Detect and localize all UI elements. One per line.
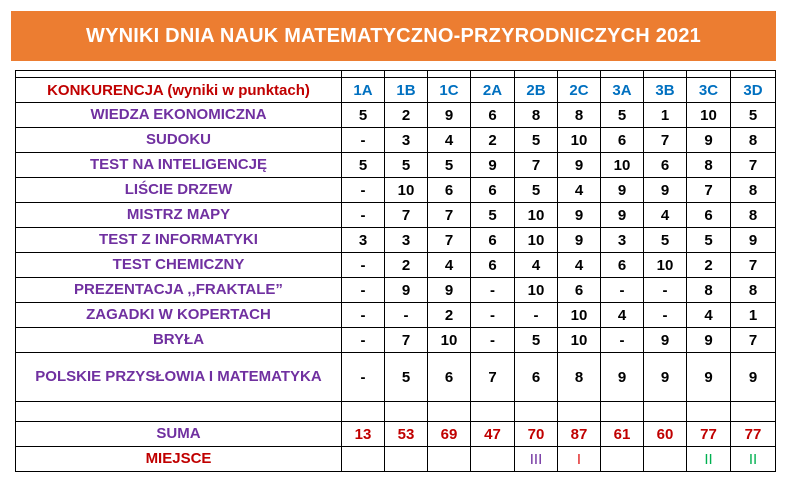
score-cell: 2 (385, 103, 428, 128)
score-cell: 6 (428, 178, 471, 203)
score-cell: 9 (644, 328, 687, 353)
place-cell (471, 447, 515, 472)
score-cell: 2 (428, 303, 471, 328)
score-cell: 8 (515, 103, 558, 128)
score-cell: 6 (515, 353, 558, 402)
sum-cell: 70 (515, 422, 558, 447)
sum-cell: 87 (558, 422, 601, 447)
table-row (16, 153, 776, 178)
score-cell: 5 (385, 153, 428, 178)
score-cell: 8 (731, 178, 776, 203)
score-cell: 4 (644, 203, 687, 228)
score-cell: - (342, 203, 385, 228)
score-cell: 6 (471, 228, 515, 253)
score-cell: 5 (601, 103, 644, 128)
score-cell: 7 (731, 253, 776, 278)
score-cell: 6 (471, 253, 515, 278)
score-cell: - (601, 328, 644, 353)
score-cell: 5 (342, 153, 385, 178)
score-cell: 7 (644, 128, 687, 153)
score-cell: - (342, 328, 385, 353)
score-cell: 8 (731, 203, 776, 228)
score-cell: 5 (385, 353, 428, 402)
score-cell: 10 (515, 278, 558, 303)
spacer-row (16, 71, 776, 78)
header-row (16, 78, 776, 103)
class-header: 1A (342, 78, 385, 103)
score-cell: 8 (731, 128, 776, 153)
sum-cell: 77 (687, 422, 731, 447)
score-cell: - (342, 278, 385, 303)
class-header: 2B (515, 78, 558, 103)
place-row (16, 447, 776, 472)
place-label: MIEJSCE (16, 447, 342, 472)
score-cell: 9 (558, 228, 601, 253)
class-header: 1C (428, 78, 471, 103)
competition-label: MISTRZ MAPY (16, 203, 342, 228)
score-cell: - (515, 303, 558, 328)
sum-cell: 47 (471, 422, 515, 447)
sum-cell: 53 (385, 422, 428, 447)
class-header: 2A (471, 78, 515, 103)
score-cell: 5 (471, 203, 515, 228)
place-cell (385, 447, 428, 472)
score-cell: 9 (428, 278, 471, 303)
score-cell: - (342, 353, 385, 402)
score-cell: 9 (558, 153, 601, 178)
competition-label: SUDOKU (16, 128, 342, 153)
score-cell: 9 (471, 153, 515, 178)
header-label: KONKURENCJA (wyniki w punktach) (16, 78, 342, 103)
competition-label: WIEDZA EKONOMICZNA (16, 103, 342, 128)
score-cell: 10 (644, 253, 687, 278)
score-cell: 10 (687, 103, 731, 128)
score-cell: 3 (385, 128, 428, 153)
score-cell: - (342, 178, 385, 203)
score-cell: 9 (687, 353, 731, 402)
score-cell: - (644, 303, 687, 328)
score-cell: 2 (385, 253, 428, 278)
place-cell: II (687, 447, 731, 472)
score-cell: 7 (471, 353, 515, 402)
table-row (16, 178, 776, 203)
sum-cell: 61 (601, 422, 644, 447)
class-header: 2C (558, 78, 601, 103)
score-cell: 10 (515, 228, 558, 253)
score-cell: 2 (687, 253, 731, 278)
score-cell: 9 (644, 353, 687, 402)
table-row (16, 328, 776, 353)
score-cell: - (471, 328, 515, 353)
table-row (16, 253, 776, 278)
score-cell: 6 (428, 353, 471, 402)
competition-label: POLSKIE PRZYSŁOWIA I MATEMATYKA (16, 353, 342, 402)
sum-cell: 13 (342, 422, 385, 447)
place-cell (644, 447, 687, 472)
sum-cell: 77 (731, 422, 776, 447)
score-cell: 6 (644, 153, 687, 178)
score-cell: - (342, 303, 385, 328)
score-cell: 7 (428, 228, 471, 253)
score-cell: 9 (731, 228, 776, 253)
competition-label: BRYŁA (16, 328, 342, 353)
score-cell: 9 (601, 353, 644, 402)
page-title: WYNIKI DNIA NAUK MATEMATYCZNO-PRZYRODNICZYCH 2021 (86, 24, 701, 47)
place-cell: I (558, 447, 601, 472)
place-cell: III (515, 447, 558, 472)
score-cell: 8 (687, 278, 731, 303)
score-cell: 6 (601, 128, 644, 153)
score-cell: - (471, 278, 515, 303)
table-row (16, 103, 776, 128)
competition-label: ZAGADKI W KOPERTACH (16, 303, 342, 328)
score-cell: - (385, 303, 428, 328)
table-row (16, 228, 776, 253)
score-cell: 6 (471, 103, 515, 128)
score-cell: 7 (515, 153, 558, 178)
score-cell: 9 (428, 103, 471, 128)
sum-row (16, 422, 776, 447)
score-cell: 7 (731, 153, 776, 178)
score-cell: 6 (601, 253, 644, 278)
score-cell: 3 (385, 228, 428, 253)
class-header: 3B (644, 78, 687, 103)
score-cell: 1 (644, 103, 687, 128)
competition-label: TEST NA INTELIGENCJĘ (16, 153, 342, 178)
score-cell: 10 (558, 328, 601, 353)
sum-cell: 69 (428, 422, 471, 447)
score-cell: 5 (515, 128, 558, 153)
score-cell: - (601, 278, 644, 303)
score-cell: 3 (342, 228, 385, 253)
score-cell: 4 (558, 253, 601, 278)
score-cell: 7 (428, 203, 471, 228)
sum-cell: 60 (644, 422, 687, 447)
place-cell: II (731, 447, 776, 472)
score-cell: 7 (385, 203, 428, 228)
place-cell (601, 447, 644, 472)
competition-label: TEST Z INFORMATYKI (16, 228, 342, 253)
score-cell: 6 (687, 203, 731, 228)
score-cell: 9 (731, 353, 776, 402)
place-cell (428, 447, 471, 472)
score-cell: 5 (687, 228, 731, 253)
table-row (16, 278, 776, 303)
table-row (16, 353, 776, 402)
table-row (16, 303, 776, 328)
score-cell: 3 (601, 228, 644, 253)
class-header: 1B (385, 78, 428, 103)
title-banner (11, 11, 776, 61)
score-cell: 4 (428, 253, 471, 278)
score-cell: - (644, 278, 687, 303)
score-cell: 4 (601, 303, 644, 328)
score-cell: 1 (731, 303, 776, 328)
score-cell: - (342, 128, 385, 153)
score-cell: 9 (687, 128, 731, 153)
class-header: 3D (731, 78, 776, 103)
score-cell: 4 (515, 253, 558, 278)
score-cell: 7 (687, 178, 731, 203)
score-cell: 5 (515, 328, 558, 353)
competition-label: TEST CHEMICZNY (16, 253, 342, 278)
score-cell: 8 (687, 153, 731, 178)
score-cell: 9 (385, 278, 428, 303)
score-cell: 9 (558, 203, 601, 228)
table-row (16, 128, 776, 153)
score-cell: 2 (471, 128, 515, 153)
score-cell: 4 (428, 128, 471, 153)
score-cell: 10 (385, 178, 428, 203)
score-cell: 5 (342, 103, 385, 128)
competition-label: PREZENTACJA ,,FRAKTALE” (16, 278, 342, 303)
spacer-row (16, 402, 776, 422)
score-cell: - (471, 303, 515, 328)
place-cell (342, 447, 385, 472)
table-row (16, 203, 776, 228)
score-cell: 5 (428, 153, 471, 178)
score-cell: 8 (558, 103, 601, 128)
score-cell: 10 (558, 303, 601, 328)
score-cell: 9 (601, 203, 644, 228)
score-cell: 5 (731, 103, 776, 128)
score-cell: 10 (515, 203, 558, 228)
class-header: 3C (687, 78, 731, 103)
score-cell: 4 (558, 178, 601, 203)
score-cell: 9 (644, 178, 687, 203)
score-cell: 5 (644, 228, 687, 253)
score-cell: 9 (687, 328, 731, 353)
sum-label: SUMA (16, 422, 342, 447)
score-cell: 10 (428, 328, 471, 353)
score-cell: 10 (601, 153, 644, 178)
score-cell: 7 (385, 328, 428, 353)
score-cell: 9 (601, 178, 644, 203)
score-cell: 5 (515, 178, 558, 203)
results-table (15, 70, 776, 472)
score-cell: 6 (471, 178, 515, 203)
score-cell: 6 (558, 278, 601, 303)
score-cell: 10 (558, 128, 601, 153)
competition-label: LIŚCIE DRZEW (16, 178, 342, 203)
score-cell: 7 (731, 328, 776, 353)
score-cell: 8 (731, 278, 776, 303)
score-cell: - (342, 253, 385, 278)
score-cell: 4 (687, 303, 731, 328)
score-cell: 8 (558, 353, 601, 402)
class-header: 3A (601, 78, 644, 103)
